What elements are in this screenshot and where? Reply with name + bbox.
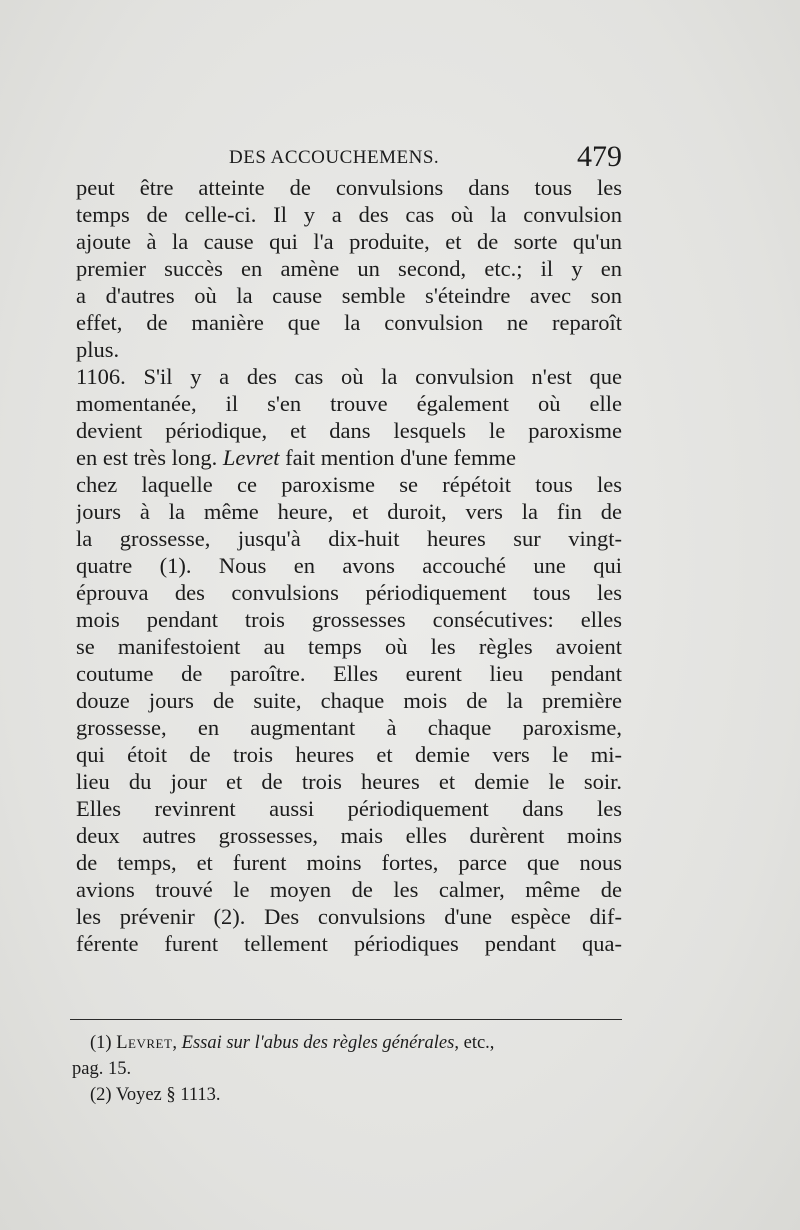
text-line: jours à la même heure, et duroit, vers la fin de xyxy=(76,499,622,524)
footnote-1-tail: , etc., xyxy=(454,1033,495,1053)
text-line: a d'autres où la cause semble s'éteindre avec son xyxy=(76,283,622,308)
page-number: 479 xyxy=(577,140,622,173)
text-line: les prévenir (2). Des convulsions d'une espèce dif- xyxy=(76,904,622,929)
text-line: premier succès en amène un second, etc.; il y en xyxy=(76,256,622,281)
text-line: peut être atteinte de convulsions dans tous les xyxy=(76,175,622,200)
text-line: lieu du jour et de trois heures et demie le soir. xyxy=(76,769,622,794)
text-fragment-end: fait mention d'une femme xyxy=(279,445,516,470)
footnote-2: (2) Voyez § 1113. xyxy=(90,1085,221,1105)
text-line: éprouva des convulsions périodiquement tous les xyxy=(76,580,622,605)
author-name: Levret xyxy=(222,445,280,470)
text-line: la grossesse, jusqu'à dix-huit heures sur vingt- xyxy=(76,526,622,551)
text-line-with-author xyxy=(76,444,622,471)
text-line: plus. xyxy=(76,337,120,362)
text-fragment xyxy=(76,444,516,471)
page-header xyxy=(76,140,622,174)
text-line: de temps, et furent moins fortes, parce que nous xyxy=(76,850,622,875)
text-line: chez laquelle ce paroxisme se répétoit tous les xyxy=(76,472,622,497)
footnote-1-author: Levret xyxy=(116,1033,173,1053)
text-line: quatre (1). Nous en avons accouché une qui xyxy=(76,553,622,578)
text-line: deux autres grossesses, mais elles durèrent moins xyxy=(76,823,622,848)
text-line: Elles revinrent aussi périodiquement dans les xyxy=(76,796,622,821)
text-line: ajoute à la cause qui l'a produite, et de sorte qu'un xyxy=(76,229,622,254)
footnote-1 xyxy=(90,1030,622,1056)
text-line: douze jours de suite, chaque mois de la première xyxy=(76,688,622,713)
text-line: férente furent tellement périodiques pendant qua- xyxy=(76,931,622,956)
footnote-divider xyxy=(70,1019,622,1020)
running-title: DES ACCOUCHEMENS. xyxy=(229,147,440,168)
text-line: devient périodique, et dans lesquels le paroxisme xyxy=(76,418,622,443)
text-line: grossesse, en augmentant à chaque paroxisme, xyxy=(76,715,622,740)
footnotes xyxy=(72,1030,622,1108)
text-line: se manifestoient au temps où les règles avoient xyxy=(76,634,622,659)
text-line: temps de celle-ci. Il y a des cas où la convulsion xyxy=(76,202,622,227)
paragraph-first-line: 1106. S'il y a des cas où la convulsion n'est que xyxy=(76,364,622,389)
text-fragment-start: en est très long. xyxy=(76,445,223,470)
text-line: avions trouvé le moyen de les calmer, même de xyxy=(76,877,622,902)
text-line: qui étoit de trois heures et demie vers le mi- xyxy=(76,742,622,767)
body-text xyxy=(76,174,622,957)
text-line: effet, de manière que la convulsion ne reparoît xyxy=(76,310,622,335)
footnote-1-marker: (1) xyxy=(90,1033,112,1053)
text-line: momentanée, il s'en trouve également où elle xyxy=(76,391,622,416)
text-line: coutume de paroître. Elles eurent lieu pendant xyxy=(76,661,622,686)
footnote-1-title: Essai sur l'abus des règles générales xyxy=(181,1033,455,1053)
footnote-1-separator: , xyxy=(172,1033,182,1053)
text-line: mois pendant trois grossesses consécutives: elles xyxy=(76,607,622,632)
footnote-1-continuation: pag. 15. xyxy=(72,1059,132,1079)
